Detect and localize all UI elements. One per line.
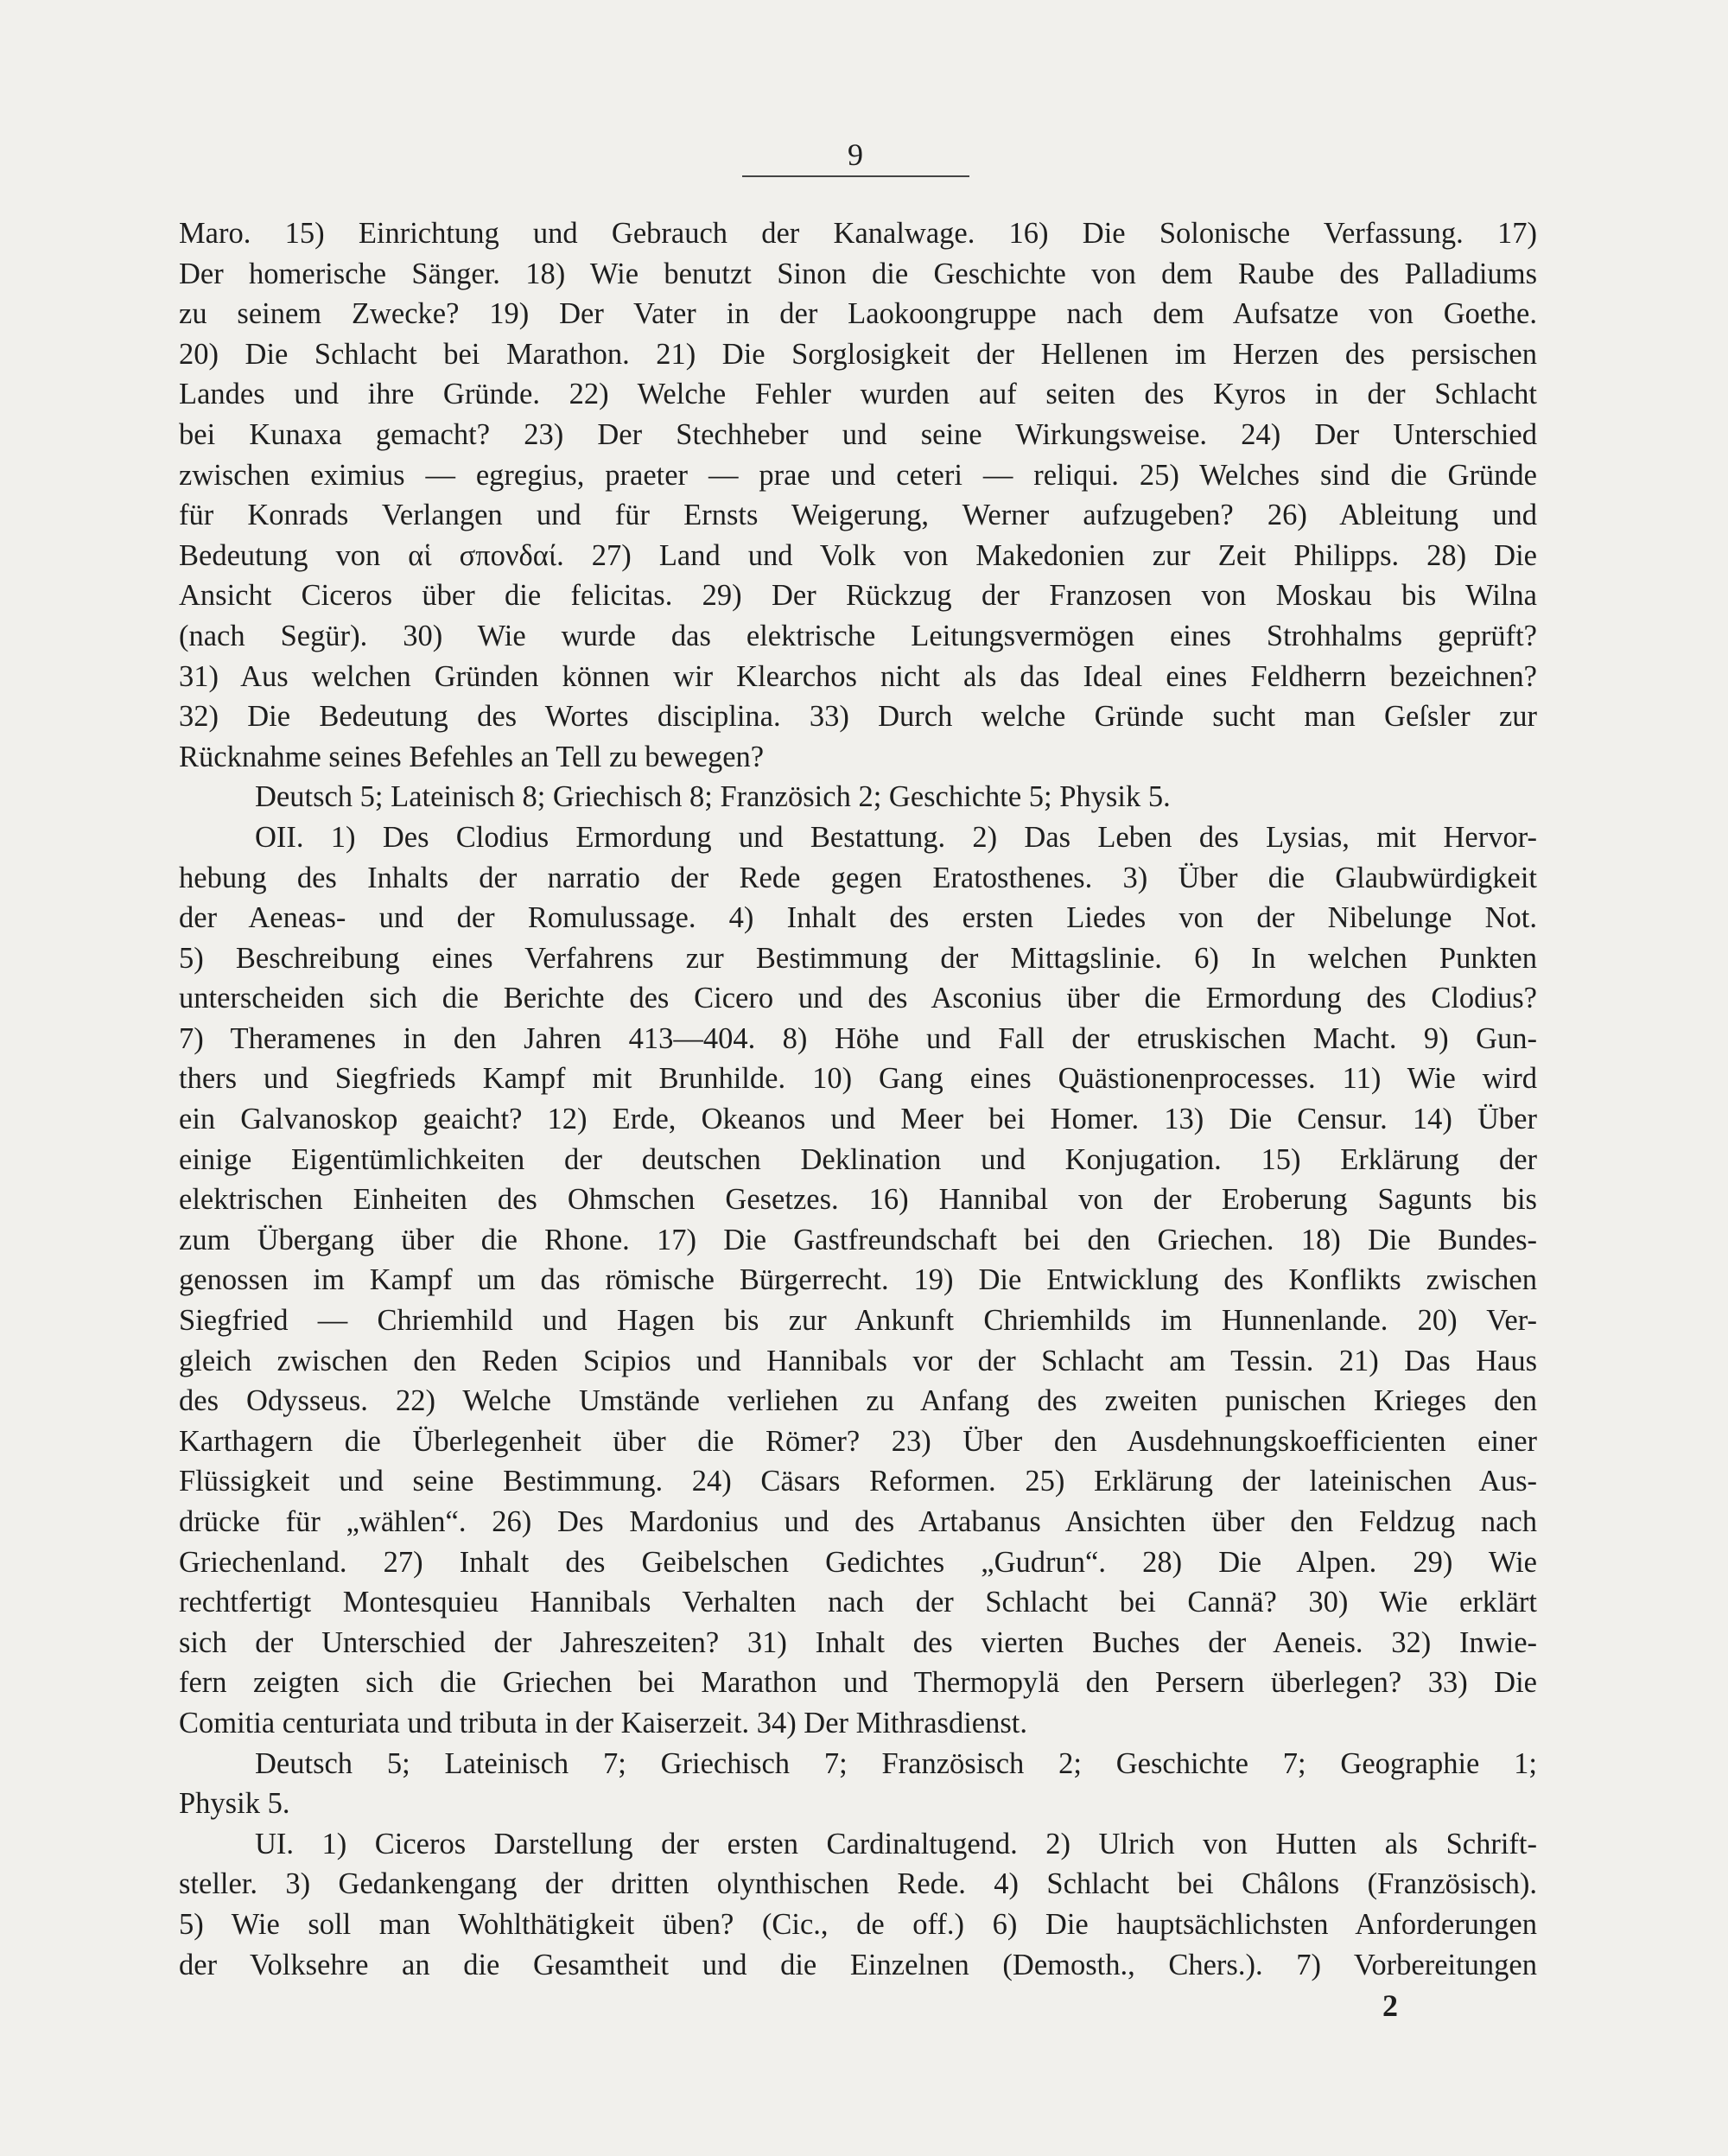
text-line: Siegfried — Chriemhild und Hagen bis zur Ankunft Chriemhilds im Hunnenlande. 20) Ver- [179, 1304, 1537, 1338]
text-line: bei Kunaxa gemacht? 23) Der Stechheber und seine Wirkungsweise. 24) Der Unterschied [179, 417, 1537, 451]
text-line: Karthagern die Überlegenheit über die Römer? 23) Über den Ausdehnungskoefficienten einer [179, 1424, 1537, 1458]
text-line: unterscheiden sich die Berichte des Cicero und des Asconius über die Ermordung des Clodius? [179, 982, 1537, 1015]
text-line: drücke für „wählen“. 26) Des Mardonius und des Artabanus Ansichten über den Feldzug nach [179, 1505, 1537, 1538]
text-line: der Volksehre an die Gesamtheit und die Einzelnen (Demosth., Chers.). 7) Vorbereitungen [179, 1948, 1537, 1981]
text-line: Bedeutung von αἱ σπονδαί. 27) Land und Volk von Makedonien zur Zeit Philipps. 28) Die [179, 538, 1537, 572]
text-line: UI. 1) Ciceros Darstellung der ersten Cardinaltugend. 2) Ulrich von Hutten als Schrift- [255, 1827, 1537, 1860]
text-line: Landes und ihre Gründe. 22) Welche Fehler wurden auf seiten des Kyros in der Schlacht [179, 378, 1537, 411]
text-line: genossen im Kampf um das römische Bürgerrecht. 19) Die Entwicklung des Konflikts zwischen [179, 1263, 1537, 1297]
text-line: zwischen eximius — egregius, praeter — prae und ceteri — reliqui. 25) Welches sind die Gründe [179, 458, 1537, 492]
signature-mark: 2 [1382, 1988, 1398, 2023]
text-line: 32) Die Bedeutung des Wortes disciplina. 33) Durch welche Gründe sucht man Geſsler zur [179, 700, 1537, 734]
text-line: des Odysseus. 22) Welche Umstände verliehen zu Anfang des zweiten punischen Krieges den [179, 1384, 1537, 1418]
text-line: Ansicht Ciceros über die felicitas. 29) Der Rückzug der Franzosen von Moskau bis Wilna [179, 579, 1537, 613]
text-line: 5) Beschreibung eines Verfahrens zur Bestimmung der Mittagslinie. 6) In welchen Punkten [179, 941, 1537, 975]
text-line: Deutsch 5; Lateinisch 8; Griechisch 8; Französich 2; Geschichte 5; Physik 5. [255, 780, 1171, 814]
text-line: zu seinem Zwecke? 19) Der Vater in der Laokoongruppe nach dem Aufsatze von Goethe. [179, 297, 1537, 331]
text-line: rechtfertigt Montesquieu Hannibals Verhalten nach der Schlacht bei Cannä? 30) Wie erklärt [179, 1586, 1537, 1619]
body-text [179, 213, 1537, 1985]
text-line: Deutsch 5; Lateinisch 7; Griechisch 7; Französisch 2; Geschichte 7; Geographie 1; [255, 1746, 1537, 1780]
text-line: einige Eigentümlichkeiten der deutschen Deklination und Konjugation. 15) Erklärung der [179, 1142, 1537, 1176]
text-line: Comitia centuriata und tributa in der Kaiserzeit. 34) Der Mithrasdienst. [179, 1706, 1028, 1739]
text-line: thers und Siegfrieds Kampf mit Brunhilde. 10) Gang eines Quästionenprocesses. 11) Wie wird [179, 1062, 1537, 1096]
text-line: sich der Unterschied der Jahreszeiten? 31) Inhalt des vierten Buches der Aeneis. 32) Inwie- [179, 1625, 1537, 1659]
text-line: Maro. 15) Einrichtung und Gebrauch der Kanalwage. 16) Die Solonische Verfassung. 17) [179, 217, 1537, 250]
text-line: 7) Theramenes in den Jahren 413—404. 8) Höhe und Fall der etruskischen Macht. 9) Gun- [179, 1021, 1537, 1055]
text-line: Der homerische Sänger. 18) Wie benutzt Sinon die Geschichte von dem Raube des Palladiums [179, 257, 1537, 290]
text-line: gleich zwischen den Reden Scipios und Hannibals vor der Schlacht am Tessin. 21) Das Haus [179, 1344, 1537, 1377]
text-line: der Aeneas- und der Romulussage. 4) Inhalt des ersten Liedes von der Nibelunge Not. [179, 901, 1537, 935]
text-line: ein Galvanoskop geaicht? 12) Erde, Okeanos und Meer bei Homer. 13) Die Censur. 14) Über [179, 1103, 1537, 1136]
header-rule [742, 175, 969, 177]
page-number: 9 [848, 137, 863, 172]
text-line: (nach Segür). 30) Wie wurde das elektrische Leitungsvermögen eines Strohhalms geprüft? [179, 619, 1537, 652]
text-line: 20) Die Schlacht bei Marathon. 21) Die Sorglosigkeit der Hellenen im Herzen des persischen [179, 337, 1537, 371]
text-line: 5) Wie soll man Wohlthätigkeit üben? (Cic., de off.) 6) Die hauptsächlichsten Anforderungen [179, 1907, 1537, 1941]
text-line: fern zeigten sich die Griechen bei Marathon und Thermopylä den Persern überlegen? 33) Die [179, 1666, 1537, 1700]
text-line: hebung des Inhalts der narratio der Rede gegen Eratosthenes. 3) Über die Glaubwürdigkeit [179, 861, 1537, 894]
text-line: Griechenland. 27) Inhalt des Geibelschen Gedichtes „Gudrun“. 28) Die Alpen. 29) Wie [179, 1545, 1537, 1579]
text-line: 31) Aus welchen Gründen können wir Klearchos nicht als das Ideal eines Feldherrn bezeichnen? [179, 659, 1537, 693]
text-line: Physik 5. [179, 1787, 290, 1821]
text-line: Rücknahme seines Befehles an Tell zu bewegen? [179, 740, 765, 773]
text-line: steller. 3) Gedankengang der dritten olynthischen Rede. 4) Schlacht bei Châlons (Französisch). [179, 1867, 1537, 1901]
text-line: Flüssigkeit und seine Bestimmung. 24) Cäsars Reformen. 25) Erklärung der lateinischen Aus- [179, 1465, 1537, 1498]
text-line: für Konrads Verlangen und für Ernsts Weigerung, Werner aufzugeben? 26) Ableitung und [179, 499, 1537, 532]
text-line: elektrischen Einheiten des Ohmschen Gesetzes. 16) Hannibal von der Eroberung Sagunts bis [179, 1183, 1537, 1217]
text-line: OII. 1) Des Clodius Ermordung und Bestattung. 2) Das Leben des Lysias, mit Hervor- [255, 820, 1537, 854]
text-line: zum Übergang über die Rhone. 17) Die Gastfreundschaft bei den Griechen. 18) Die Bundes- [179, 1223, 1537, 1256]
